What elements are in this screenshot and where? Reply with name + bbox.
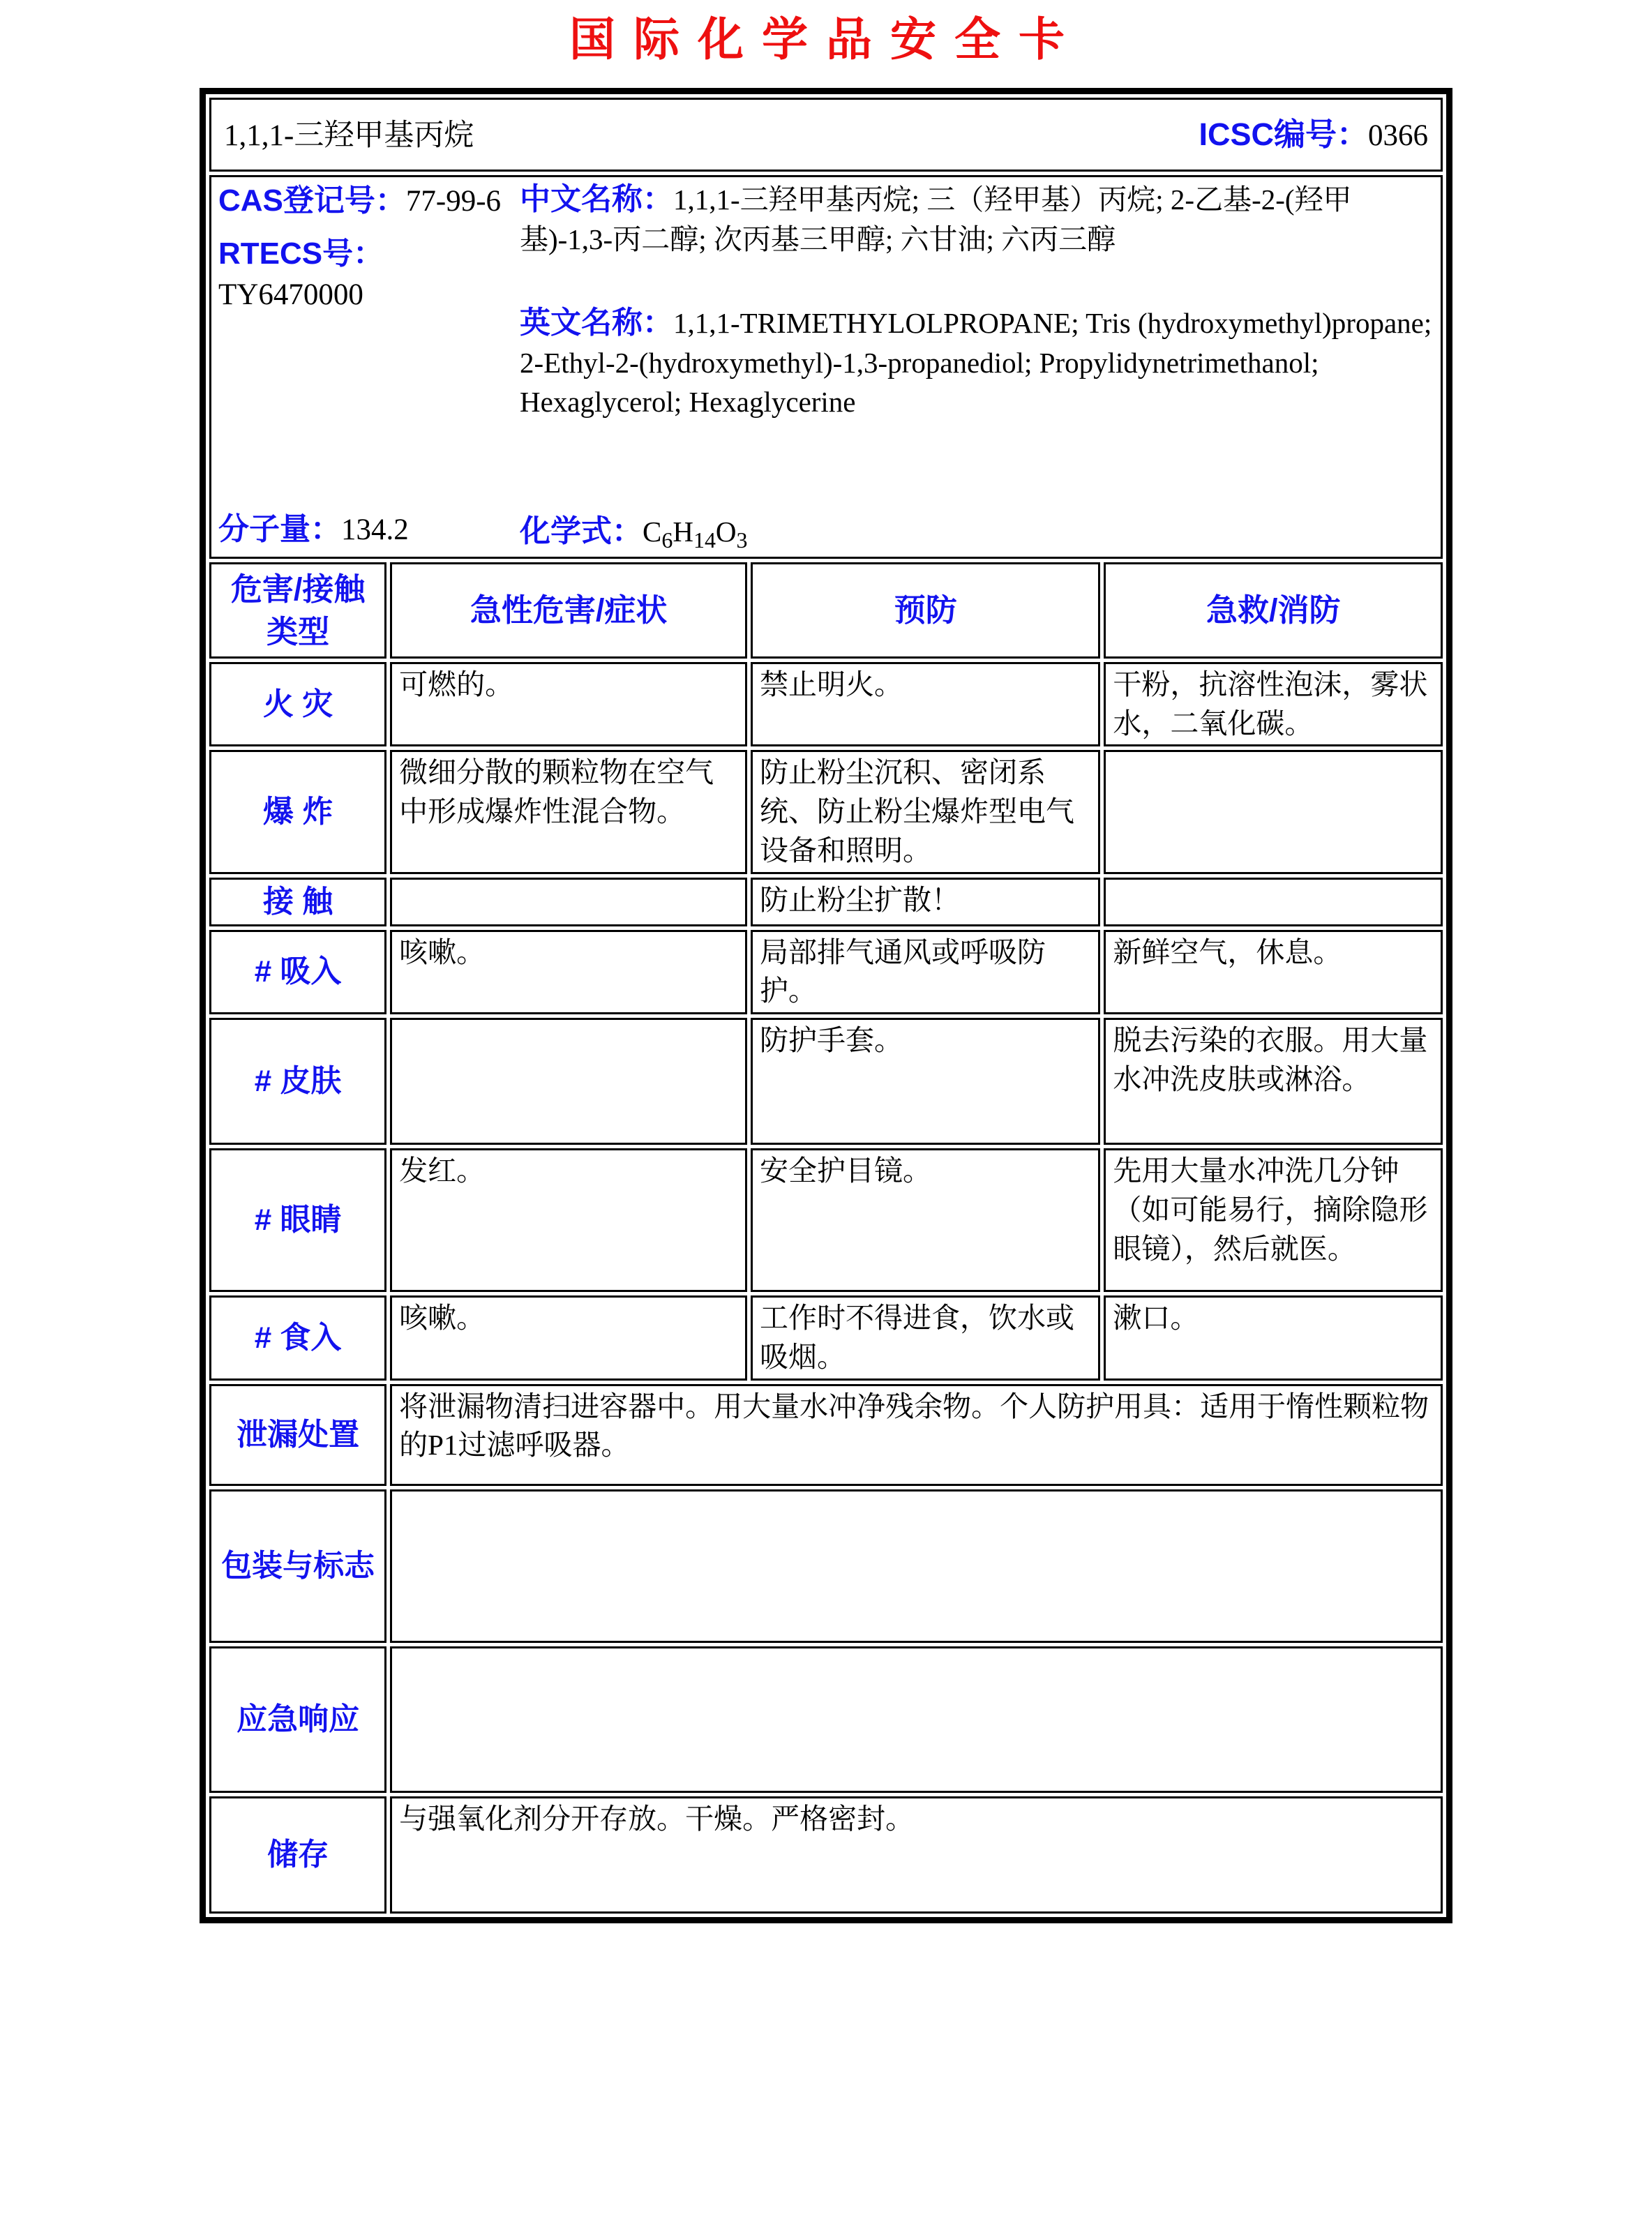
header-first-aid-fire: 急救/消防 bbox=[1104, 562, 1443, 659]
english-names-value: 1,1,1-TRIMETHYLOLPROPANE; Tris (hydroxymethyl)propane; 2-Ethyl-2-(hydroxymethyl)-1,3-propanediol; Propylidynetrimethanol; Hexaglycerol; Hexaglycerine bbox=[520, 307, 1432, 418]
contact-response bbox=[1104, 878, 1443, 926]
section-label-storage: 储存 bbox=[209, 1796, 386, 1914]
section-row-packaging-labelling bbox=[209, 1489, 1443, 1643]
cas-value: 77-99-6 bbox=[405, 184, 502, 218]
chinese-names-label: 中文名称： bbox=[520, 181, 673, 216]
molecular-weight-value: 134.2 bbox=[341, 513, 409, 547]
contact-symptoms bbox=[390, 878, 747, 926]
header-hazard-type: 危害/接触类型 bbox=[209, 562, 386, 659]
section-content-storage: 与强氧化剂分开存放。干燥。严格密封。 bbox=[390, 1796, 1443, 1914]
hazard-row-explosion bbox=[209, 750, 1443, 873]
section-label-packaging-labelling: 包装与标志 bbox=[209, 1489, 386, 1643]
chemical-formula-value: $C_6H_{14}O_3$ bbox=[643, 515, 748, 553]
ingestion-symptoms: 咳嗽。 bbox=[390, 1295, 747, 1381]
fire-response: 干粉，抗溶性泡沫，雾状水，二氧化碳。 bbox=[1104, 662, 1443, 747]
explosion-prevention: 防止粉尘沉积、密闭系统、防止粉尘爆炸型电气设备和照明。 bbox=[751, 750, 1100, 873]
skin-symptoms bbox=[390, 1018, 747, 1145]
card-header-content bbox=[218, 113, 1434, 156]
row-label-fire: 火 灾 bbox=[209, 662, 386, 747]
fire-prevention: 禁止明火。 bbox=[751, 662, 1100, 747]
section-label-emergency-response: 应急响应 bbox=[209, 1646, 386, 1793]
molecular-weight-label: 分子量： bbox=[218, 512, 341, 547]
eyes-response: 先用大量水冲洗几分钟（如可能易行，摘除隐形眼镜），然后就医。 bbox=[1104, 1148, 1443, 1292]
rtecs-line bbox=[218, 233, 520, 315]
section-content-packaging-labelling bbox=[390, 1489, 1443, 1643]
identity-right-column bbox=[520, 179, 1434, 555]
hazard-row-fire bbox=[209, 662, 1443, 747]
inhalation-response: 新鲜空气，休息。 bbox=[1104, 930, 1443, 1015]
chemical-formula-label: 化学式： bbox=[520, 513, 643, 548]
skin-response: 脱去污染的衣服。用大量水冲洗皮肤或淋浴。 bbox=[1104, 1018, 1443, 1145]
english-names-label: 英文名称： bbox=[520, 306, 673, 340]
rtecs-label: RTECS号： bbox=[218, 236, 384, 271]
molecular-weight-line bbox=[218, 509, 520, 550]
english-names bbox=[520, 302, 1434, 421]
row-label-eyes: # 眼睛 bbox=[209, 1148, 386, 1292]
icsc-number-group bbox=[1199, 113, 1428, 156]
explosion-symptoms: 微细分散的颗粒物在空气中形成爆炸性混合物。 bbox=[390, 750, 747, 873]
section-row-storage bbox=[209, 1796, 1443, 1914]
section-content-emergency-response bbox=[390, 1646, 1443, 1793]
chinese-names bbox=[520, 179, 1434, 260]
hazard-header-row bbox=[209, 562, 1443, 659]
hazard-row-eyes bbox=[209, 1148, 1443, 1292]
section-row-spill-disposal bbox=[209, 1384, 1443, 1486]
cas-label: CAS登记号： bbox=[218, 183, 406, 218]
icsc-number-label: ICSC编号： bbox=[1199, 116, 1368, 152]
hazard-row-skin bbox=[209, 1018, 1443, 1145]
identity-cell bbox=[209, 175, 1443, 559]
page-title: 国际化学品安全卡 bbox=[569, 13, 1083, 65]
identity-row bbox=[209, 175, 1443, 559]
hazard-row-inhalation bbox=[209, 930, 1443, 1015]
row-label-ingestion: # 食入 bbox=[209, 1295, 386, 1381]
fire-symptoms: 可燃的。 bbox=[390, 662, 747, 747]
eyes-symptoms: 发红。 bbox=[390, 1148, 747, 1292]
explosion-response bbox=[1104, 750, 1443, 873]
row-label-explosion: 爆 炸 bbox=[209, 750, 386, 873]
row-label-skin: # 皮肤 bbox=[209, 1018, 386, 1145]
skin-prevention: 防护手套。 bbox=[751, 1018, 1100, 1145]
rtecs-value: TY6470000 bbox=[218, 278, 363, 312]
identity-content bbox=[218, 179, 1434, 555]
section-content-spill-disposal: 将泄漏物清扫进容器中。用大量水冲净残余物。个人防护用具：适用于惰性颗粒物的P1过滤呼吸器。 bbox=[390, 1384, 1443, 1486]
row-label-contact: 接 触 bbox=[209, 878, 386, 926]
header-prevention: 预防 bbox=[751, 562, 1100, 659]
contact-prevention: 防止粉尘扩散！ bbox=[751, 878, 1100, 926]
chemical-formula-line bbox=[520, 511, 1434, 553]
card-header-cell bbox=[209, 98, 1443, 172]
row-label-inhalation: # 吸入 bbox=[209, 930, 386, 1015]
hazard-row-contact bbox=[209, 878, 1443, 926]
icsc-page bbox=[0, 10, 1652, 2224]
icsc-number-value: 0366 bbox=[1368, 119, 1428, 152]
chemical-name: 1,1,1-三羟甲基丙烷 bbox=[224, 119, 474, 152]
eyes-prevention: 安全护目镜。 bbox=[751, 1148, 1100, 1292]
chinese-names-value: 1,1,1-三羟甲基丙烷; 三（羟甲基）丙烷; 2-乙基-2-(羟甲基)-1,3-丙二醇; 次丙基三甲醇; 六甘油; 六丙三醇 bbox=[520, 183, 1352, 255]
card-header-row bbox=[209, 98, 1443, 172]
hazard-row-ingestion bbox=[209, 1295, 1443, 1381]
cas-line bbox=[218, 180, 520, 222]
header-acute-symptoms: 急性危害/症状 bbox=[390, 562, 747, 659]
ingestion-prevention: 工作时不得进食，饮水或吸烟。 bbox=[751, 1295, 1100, 1381]
inhalation-prevention: 局部排气通风或呼吸防护。 bbox=[751, 930, 1100, 1015]
section-row-emergency-response bbox=[209, 1646, 1443, 1793]
inhalation-symptoms: 咳嗽。 bbox=[390, 930, 747, 1015]
safety-card-table bbox=[200, 88, 1452, 1923]
identity-left-column bbox=[218, 179, 520, 555]
section-label-spill-disposal: 泄漏处置 bbox=[209, 1384, 386, 1486]
ingestion-response: 漱口。 bbox=[1104, 1295, 1443, 1381]
